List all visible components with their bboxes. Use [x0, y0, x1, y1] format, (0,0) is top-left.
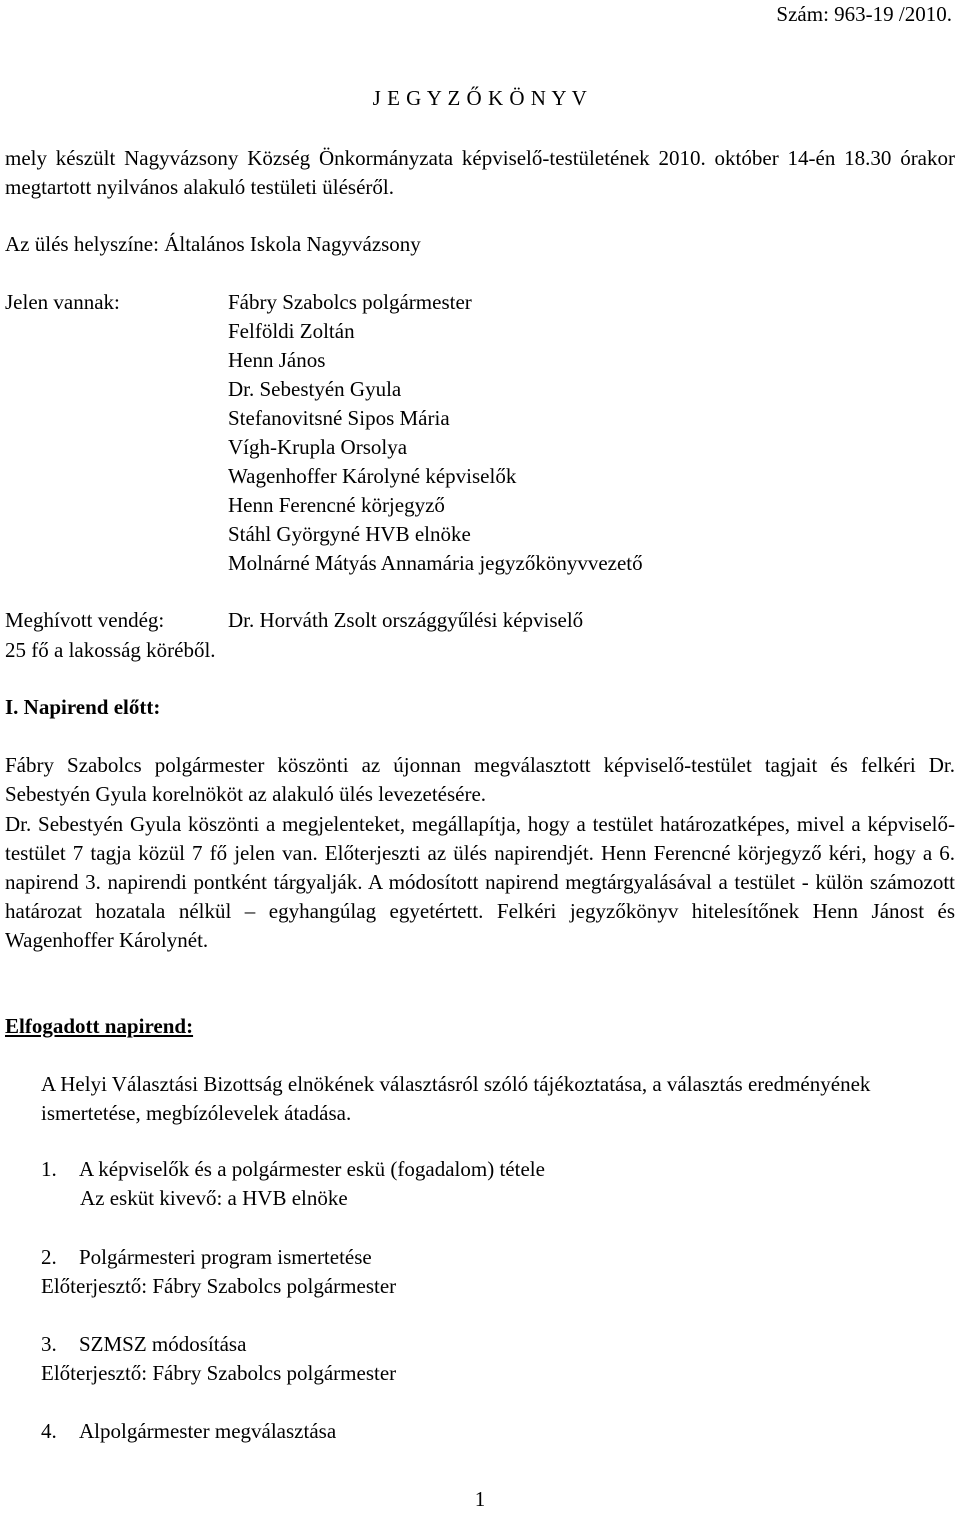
agenda-item — [41, 1155, 545, 1184]
attendee: Wagenhoffer Károlyné képviselők — [228, 464, 517, 488]
attendees-list — [228, 288, 643, 578]
agenda-item-presenter: Előterjesztő: Fábry Szabolcs polgármester — [41, 1274, 397, 1298]
paragraph-proceedings: Dr. Sebestyén Gyula köszönti a megjelenteket, megállapítja, hogy a testület határozatképes, mivel a képviselő-testület 7 tagja közül 7 fő jelen van. Előterjeszti az ülés napirendjét. Henn Ferencné körjegyző kéri, hogy a 6. napirend 3. napirendi pontként tárgyalják. A módosított napirend megtárgyalásával a testület - külön számozott határozat hozatala nélkül – egyhangúlag egyetértett. Felkéri jegyzőkönyv hitelesítőnek Henn Jánost és Wagenhoffer Károlynét. — [5, 812, 955, 952]
agenda-item-number: 2. — [41, 1245, 57, 1269]
agenda-item — [41, 1243, 372, 1272]
page-number: 1 — [474, 1487, 486, 1511]
attendee: Stáhl Györgyné HVB elnöke — [228, 522, 471, 546]
agenda-item-presenter: Az esküt kivevő: a HVB elnöke — [80, 1186, 348, 1210]
agenda-item-title: A képviselők és a polgármester eskü (fogadalom) tétele — [79, 1157, 545, 1181]
agenda-intro: A Helyi Választási Bizottság elnökének választásról szóló tájékoztatása, a választás eredményének ismertetése, megbízólevelek átadása. — [41, 1072, 871, 1125]
attendee: Henn János — [228, 348, 326, 372]
attendee: Stefanovitsné Sipos Mária — [228, 406, 450, 430]
document-number: Szám: 963-19 /2010. — [776, 2, 952, 26]
agenda-item-number: 3. — [41, 1332, 57, 1356]
section-heading-pre-agenda: I. Napirend előtt: — [5, 695, 161, 719]
paragraph-welcome: Fábry Szabolcs polgármester köszönti az újonnan megválasztott képviselő-testület tagjait és felkéri Dr. Sebestyén Gyula korelnököt az alakuló ülés levezetésére. — [5, 753, 955, 806]
attendees-label: Jelen vannak: — [5, 290, 120, 314]
agenda-item-title: Polgármesteri program ismertetése — [79, 1245, 372, 1269]
guest-name: Dr. Horváth Zsolt országgyűlési képviselő — [228, 608, 584, 632]
agenda-item-title: SZMSZ módosítása — [79, 1332, 247, 1356]
attendee: Felföldi Zoltán — [228, 319, 355, 343]
agenda-item — [41, 1330, 246, 1359]
public-attendance: 25 fő a lakosság köréből. — [5, 638, 216, 662]
agenda-item-presenter: Előterjesztő: Fábry Szabolcs polgármester — [41, 1361, 397, 1385]
attendee: Molnárné Mátyás Annamária jegyzőkönyvvezető — [228, 551, 643, 575]
guest-label: Meghívott vendég: — [5, 608, 165, 632]
agenda-item-number: 1. — [41, 1157, 57, 1181]
agenda-heading: Elfogadott napirend: — [5, 1014, 194, 1038]
agenda-item-number: 4. — [41, 1419, 57, 1443]
attendee: Vígh-Krupla Orsolya — [228, 435, 408, 459]
attendee: Henn Ferencné körjegyző — [228, 493, 445, 517]
attendee: Fábry Szabolcs polgármester — [228, 290, 472, 314]
intro-paragraph: mely készült Nagyvázsony Község Önkormányzata képviselő-testületének 2010. október 14-én 18.30 órakor megtartott nyilvános alakuló testületi üléséről. — [5, 146, 955, 199]
document-title: J E G Y Z Ő K Ö N Y V — [372, 86, 588, 110]
meeting-location: Az ülés helyszíne: Általános Iskola Nagyvázsony — [5, 232, 421, 256]
agenda-item — [41, 1417, 336, 1446]
attendee: Dr. Sebestyén Gyula — [228, 377, 402, 401]
agenda-item-title: Alpolgármester megválasztása — [79, 1419, 337, 1443]
